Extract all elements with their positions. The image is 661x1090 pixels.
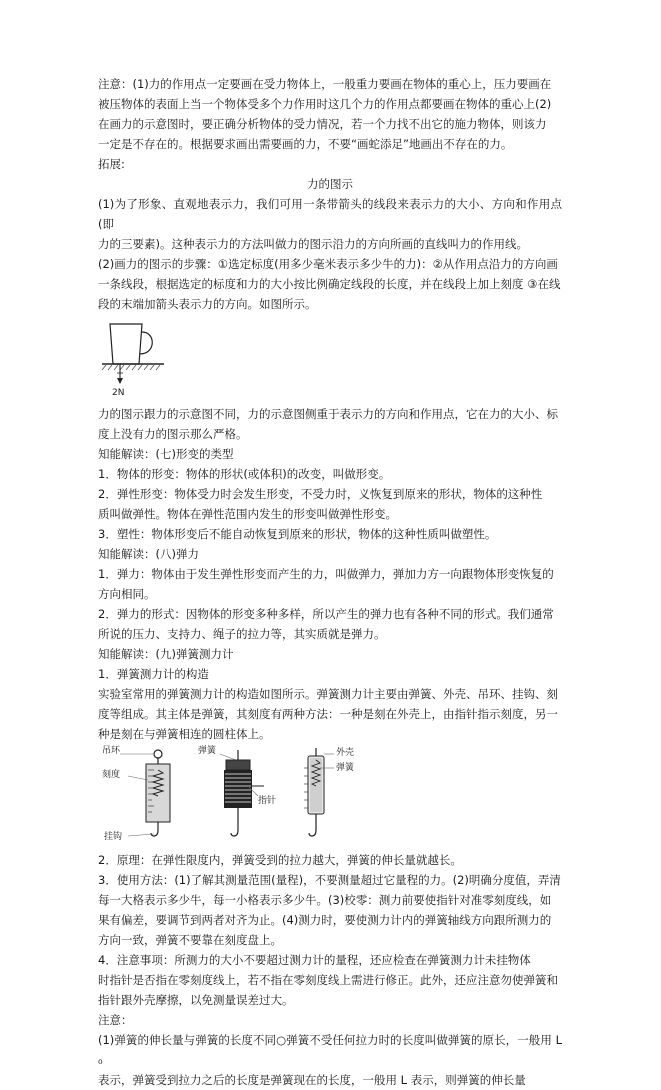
text-line: 时指针是否指在零刻度线上，若不指在零刻度线上需进行修正。此外，还应注意勿使弹簧和 [98, 973, 558, 987]
text-line: 2．弹力的形式：因物体的形变多种多样，所以产生的弹力也有各种不同的形式。我们通常 [98, 607, 554, 621]
text-line: 种是刻在与弹簧相连的圆柱体上。 [98, 727, 271, 741]
text-line: 3．塑性：物体形变后不能自动恢复到原来的形状，物体的这种性质叫做塑性。 [98, 527, 497, 541]
text-line: 1．弹力：物体由于发生弹性形变而产生的力，叫做弹力，弹加力方一向跟物体形变恢复的 [98, 567, 554, 581]
text-line: 果有偏差，要调节到两者对齐为止。(4)测力时，要使测力计内的弹簧轴线方向跟所测力的 [98, 913, 552, 927]
text-line: 1．弹簧测力计的构造 [98, 667, 209, 681]
label-hanging-ring: 吊环 [102, 746, 121, 756]
text-line: 2．弹性形变：物体受力时会发生形变，不受力时，义恢复到原来的形状，物体的这种性 [98, 487, 543, 501]
label-shell: 外壳 [336, 748, 355, 758]
text-line: 度上没有力的图示那么严格。 [98, 427, 248, 441]
label-scale: 刻度 [102, 770, 121, 780]
text-line: 3．使用方法：(1)了解其测量范围(量程)，不要测量超过它量程的力。(2)明确分度值，弄清 [98, 873, 561, 887]
document-page [98, 74, 562, 1090]
label-pointer: 指针 [258, 796, 277, 806]
text-line: 力的三要素)。这种表示力的方法叫做力的图示沿力的方向所画的直线叫力的作用线。 [98, 237, 528, 251]
text-line: 度等组成。其主体是弹簧，其刻度有两种方法：一种是刻在外壳上，由指针指示刻度，另一 [98, 707, 558, 721]
text-line: 所说的压力、支持力、绳子的拉力等，其实质就是弹力。 [98, 627, 386, 641]
label-spring: 弹簧 [336, 763, 355, 773]
text-line: 被压物体的表面上当一个物体受多个力作用时这几个力的作用点都要画在物体的重心上(2) [98, 97, 552, 111]
text-line: 1．物体的形变：物体的形状(或体积)的改变，叫做形变。 [98, 467, 391, 481]
text-line: 在画力的示意图时，要正确分析物体的受力情况，若一个力找不出它的施力物体，则该力 [98, 117, 547, 131]
text-line: 一条线段，根据选定的标度和力的大小按比例确定线段的长度，并在线段上加上刻度 ③在线 [98, 277, 561, 291]
text-line: (1)弹簧的伸长量与弹簧的长度不同○弹簧不受任何拉力时的长度叫做弹簧的原长，一般用 L₀ [98, 1033, 562, 1067]
text-line: (2)画力的图示的步骤：①选定标度(用多少毫米表示多少牛的力)：②从作用点沿力的方向画 [98, 257, 558, 271]
label-hook: 挂钩 [104, 832, 123, 842]
section-heading: 知能解读：(七)形变的类型 [98, 447, 234, 461]
text-line: 实验室常用的弹簧测力计的构造如图所示。弹簧测力计主要由弹簧、外壳、吊环、挂钩、刻 [98, 687, 558, 701]
text-line: 每一大格表示多少牛，每一小格表示多少牛。(3)校零：测力前要使指针对准零刻度线，如 [98, 893, 552, 907]
text-line: 注意：(1)力的作用点一定要画在受力物体上，一般重力要画在物体的重心上，压力要画在 [98, 77, 552, 91]
subheading: 力的图示 [307, 177, 353, 191]
text-line: (1)为了形象、直观地表示力，我们可用一条带箭头的线段来表示力的大小、方向和作用点(即 [98, 197, 562, 231]
scale-label: 2N [112, 388, 125, 398]
section-heading: 拓展: [98, 157, 125, 171]
text-line: 方向一致，弹簧不要靠在刻度盘上。 [98, 933, 282, 947]
text-line: 指针跟外壳摩擦，以免测量误差过大。 [98, 993, 294, 1007]
section-heading: 注意： [98, 1013, 133, 1027]
cup-force-diagram [100, 316, 180, 404]
spring-scale-figure [98, 746, 428, 846]
text-line: 一定是不存在的。根据要求画出需要画的力，不要“画蛇添足”地画出不存在的力。 [98, 137, 513, 151]
text-line: 段的末端加箭头表示力的方向。如图所示。 [98, 297, 317, 311]
text-line: 方向相同。 [98, 587, 156, 601]
section-heading: 知能解读：(八)弹力 [98, 547, 199, 561]
text-line: 2．原理：在弹性限度内，弹簧受到的拉力越大，弹簧的伸长量就越长。 [98, 853, 462, 867]
text-line: 表示，弹簧受到拉力之后的长度是弹簧现在的长度，一般用 L 表示，则弹簧的伸长量 [98, 1073, 526, 1087]
text-line: 4．注意事项：所测力的大小不要超过测力计的量程，还应检查在弹簧测力计未挂物体 [98, 953, 531, 967]
text-line: 力的图示跟力的示意图不同，力的示意图侧重于表示力的方向和作用点，它在力的大小、标 [98, 407, 558, 421]
section-heading: 知能解读：(九)弹簧测力计 [98, 647, 234, 661]
label-spring: 弹簧 [198, 746, 217, 756]
text-line: 质叫做弹性。物体在弹性范围内发生的形变叫做弹性形变。 [98, 507, 397, 521]
